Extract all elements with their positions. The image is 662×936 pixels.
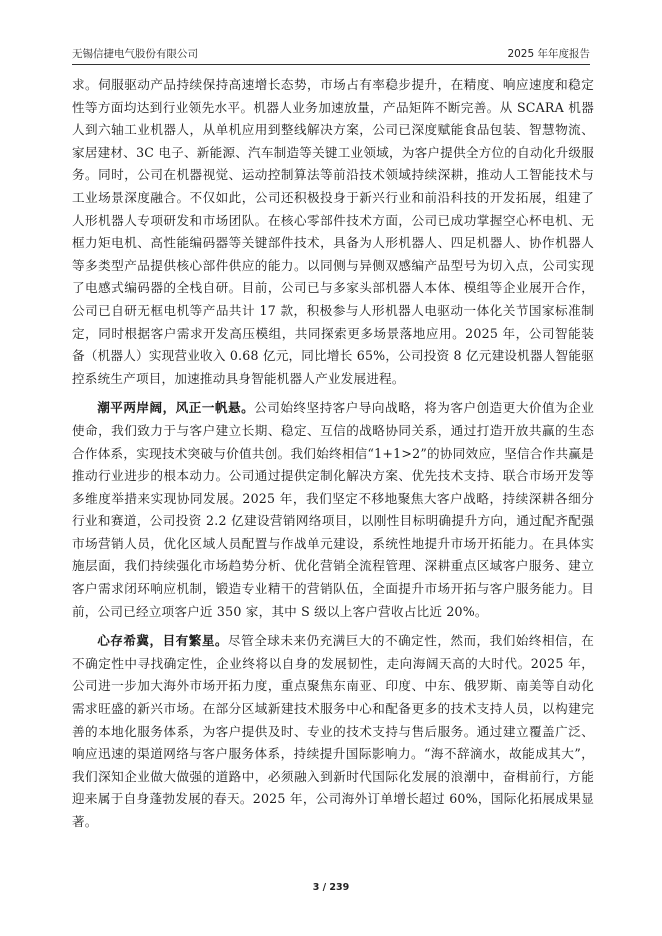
- paragraph-text: 求。伺服驱动产品持续保持高速增长态势，市场占有率稳步提升，在精度、响应速度和稳定性等方面均达到行业领先水平。机器人业务加速放量，产品矩阵不断完善。从 SCARA 机器人到六轴工业机器人，从单机应用到整线解决方案，公司已深度赋能食品包装、智慧物流、家居建材、3C 电子、新能源、汽车制造等关键工业领域，为客户提供全方位的自动化升级服务。同时，公司在机器视觉、运动控制算法等前沿技术领域持续深耕，推动人工智能技术与工业场景深度融合。不仅如此，公司还积极投身于新兴行业和前沿科技的开发拓展，组建了人形机器人专项研发和市场团队。在核心零部件技术方面，公司已成功掌握空心杯电机、无框力矩电机、高性能编码器等关键部件技术，具备为人形机器人、四足机器人、协作机器人等多类型产品提供核心部件供应的能力。以同侧与异侧双感编产品型号为切入点，公司实现了电感式编码器的全栈自研。目前，公司已与多家头部机器人本体、模组等企业展开合作，公司已自研无框电机等产品共计 17 款，积极参与人形机器人电驱动一体化关节国家标准制定，同时根据客户需求开发高压模组，共同探索更多场景落地应用。2025 年，公司智能装备（机器人）实现营业收入 0.68 亿元，同比增长 65%，公司投资 8 亿元建设机器人智能驱控系统生产项目，加速推动具身智能机器人产业发展进程。: [72, 77, 594, 386]
- document-body: [72, 74, 594, 834]
- company-name: 无锡信捷电气股份有限公司: [72, 48, 198, 60]
- paragraph-overseas: [72, 630, 594, 833]
- paragraph-text: 公司始终坚持客户导向战略，将为客户创造更大价值为企业使命，我们致力于与客户建立长期、稳定、互信的战略协同关系，通过打造开放共赢的生态合作体系，实现技术突破与价值共创。我们始终相信“1+1>2”的协同效应，坚信合作共赢是推动行业进步的根本动力。公司通过提供定制化解决方案、优先技术支持、联合市场开发等多维度举措来实现协同发展。2025 年，我们坚定不移地聚焦大客户战略，持续深耕各细分行业和赛道，公司投资 2.2 亿建设营销网络项目，以刚性目标明确提升方向，通过配齐配强市场营销人员，优化区域人员配置与作战单元建设，系统性地提升市场开拓能力。在具体实施层面，我们持续强化市场趋势分析、优化营销全流程管理、深耕重点区域客户服务、建立客户需求闭环响应机制，锻造专业精干的营销队伍，全面提升市场开拓与客户服务能力。目前，公司已经立项客户近 350 家，其中 S 级以上客户营收占比近 20%。: [72, 400, 594, 619]
- paragraph-robotics: [72, 74, 594, 390]
- page-number: 3 / 239: [312, 882, 350, 893]
- paragraph-lead: 心存希冀，目有繁星。: [97, 633, 229, 649]
- page-header: [72, 44, 590, 65]
- report-title: 2025 年年度报告: [507, 48, 590, 60]
- paragraph-text: 尽管全球未来仍充满巨大的不确定性，然而，我们始终相信，在不确定性中寻找确定性，企业终将以自身的发展韧性，走向海阔天高的大时代。2025 年，公司进一步加大海外市场开拓力度，重点聚焦东南亚、印度、中东、俄罗斯、南美等自动化需求旺盛的新兴市场。在部分区域新建技术服务中心和配备更多的技术支持人员，以构建完善的本地化服务体系，为客户提供及时、专业的技术支持与售后服务。通过建立覆盖广泛、响应迅速的渠道网络与客户服务体系，持续提升国际影响力。“海不辞滴水，故能成其大”，我们深知企业做大做强的道路中，必须融入到新时代国际化发展的浪潮中，奋楫前行，方能迎来属于自身蓬勃发展的春天。2025 年，公司海外订单增长超过 60%，国际化拓展成果显著。: [72, 633, 595, 829]
- paragraph-lead: 潮平两岸阔，风正一帆悬。: [97, 400, 255, 416]
- paragraph-customer-strategy: [72, 397, 594, 623]
